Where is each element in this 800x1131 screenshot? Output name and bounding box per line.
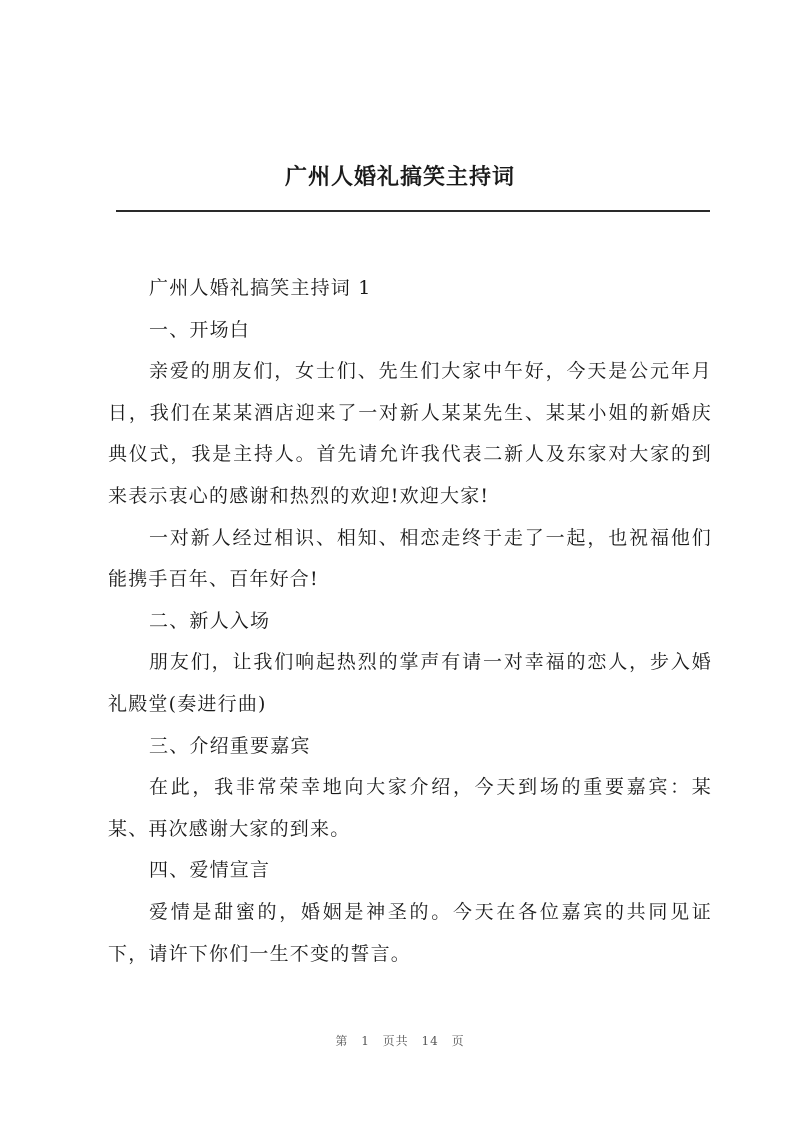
section-heading: 一、开场白 xyxy=(149,318,251,341)
body-paragraph: 在此，我非常荣幸地向大家介绍，今天到场的重要嘉宾：某某、再次感谢大家的到来。 xyxy=(108,776,712,840)
body-paragraph: 朋友们，让我们响起热烈的掌声有请一对幸福的恋人，步入婚礼殿堂(奏进行曲) xyxy=(108,651,712,715)
title-divider xyxy=(116,210,710,212)
section-heading: 四、爱情宣言 xyxy=(149,859,271,882)
body-paragraph: 亲爱的朋友们，女士们、先生们大家中午好，今天是公元年月日，我们在某某酒店迎来了一对新人某某先生、某某小姐的新婚庆典仪式，我是主持人。首先请允许我代表二新人及东家对大家的到来表示衷心的感谢和热烈的欢迎!欢迎大家! xyxy=(108,360,712,507)
page-number-footer: 第 1 页共 14 页 xyxy=(335,1034,465,1048)
document-title: 广州人婚礼搞笑主持词 xyxy=(284,165,515,190)
section-heading: 三、介绍重要嘉宾 xyxy=(149,734,311,757)
body-paragraph: 一对新人经过相识、相知、相恋走终于走了一起，也祝福他们能携手百年、百年好合! xyxy=(108,526,712,591)
section-heading: 广州人婚礼搞笑主持词 1 xyxy=(149,277,372,299)
document-body xyxy=(108,268,712,975)
body-paragraph: 爱情是甜蜜的，婚姻是神圣的。今天在各位嘉宾的共同见证下，请许下你们一生不变的誓言。 xyxy=(108,900,712,965)
section-heading: 二、新人入场 xyxy=(149,609,271,632)
